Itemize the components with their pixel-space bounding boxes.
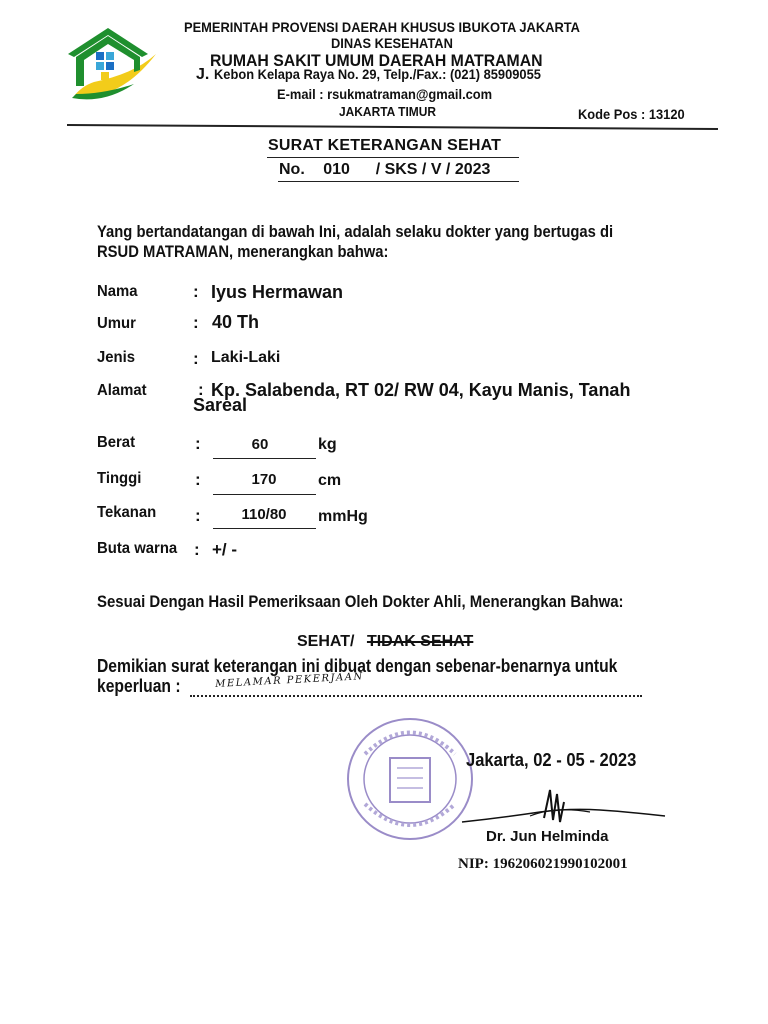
letterhead-address: Kebon Kelapa Raya No. 29, Telp./Fax.: (021) 85909055	[213, 66, 541, 82]
document-number-suffix: / SKS / V / 2023	[375, 161, 491, 178]
field-tinggi-line	[213, 494, 316, 495]
document-number-row	[279, 161, 490, 179]
letterhead-address-row	[196, 66, 569, 84]
field-berat-line	[213, 458, 316, 459]
field-nama-colon: :	[193, 282, 199, 301]
field-jenis-colon: :	[193, 349, 199, 368]
closing-purpose-dotted-line	[190, 695, 642, 697]
letterhead-email: E-mail : rsukmatraman@gmail.com	[277, 86, 493, 102]
field-tekanan-value: 110/80	[241, 506, 287, 523]
handwritten-signature-icon	[460, 782, 670, 832]
number-underline	[278, 181, 519, 182]
intro-line-1: Yang bertandatangan di bawah Ini, adalah selaku dokter yang bertugas di	[97, 222, 614, 241]
field-umur-label: Umur	[97, 315, 136, 332]
field-alamat-colon: :	[198, 380, 204, 399]
field-alamat-value-line1: Kp. Salabenda, RT 02/ RW 04, Kayu Manis, Tanah	[211, 380, 631, 400]
letterhead-hospital-name: RUMAH SAKIT UMUM DAERAH MATRAMAN	[210, 51, 543, 70]
field-tekanan-colon: :	[195, 506, 201, 525]
field-berat-unit: kg	[318, 436, 337, 453]
intro-line-2: RSUD MATRAMAN, menerangkan bahwa:	[97, 242, 389, 261]
document-number-value: 010	[323, 161, 350, 178]
result-status-row	[297, 633, 473, 651]
field-berat-value: 60	[251, 436, 269, 453]
title-underline	[267, 157, 519, 158]
field-buta-warna-label: Buta warna	[97, 540, 178, 557]
result-statement: Sesuai Dengan Hasil Pemeriksaan Oleh Dokter Ahli, Menerangkan Bahwa:	[97, 592, 624, 611]
closing-purpose-label: keperluan :	[97, 676, 181, 696]
field-tinggi-colon: :	[195, 470, 201, 489]
field-tinggi-value: 170	[251, 471, 277, 488]
field-jenis-label: Jenis	[97, 349, 136, 366]
field-buta-warna-value: +/ -	[212, 540, 238, 559]
field-alamat-value-line2: Sareal	[193, 395, 248, 415]
signature-place-date: Jakarta, 02 - 05 - 2023	[466, 750, 637, 770]
result-sehat: SEHAT/	[297, 633, 355, 650]
letterhead-government: PEMERINTAH PROVENSI DAERAH KHUSUS IBUKOTA JAKARTA	[184, 19, 580, 35]
field-umur-colon: :	[193, 313, 199, 332]
field-berat-colon: :	[195, 434, 201, 453]
document-title: SURAT KETERANGAN SEHAT	[268, 137, 502, 154]
field-alamat-label: Alamat	[97, 382, 147, 399]
document-number-label: No.	[279, 161, 305, 178]
field-nama-label: Nama	[97, 283, 138, 300]
field-tinggi-label: Tinggi	[97, 470, 142, 487]
letterhead-address-prefix: J.	[196, 66, 210, 83]
field-umur-value: 40 Th	[212, 312, 260, 332]
result-tidak-sehat: TIDAK SEHAT	[366, 633, 474, 650]
field-tekanan-line	[213, 528, 316, 529]
field-buta-warna-colon: :	[194, 540, 200, 559]
letterhead-postal-code: Kode Pos : 13120	[578, 106, 685, 122]
letterhead-region: JAKARTA TIMUR	[339, 104, 437, 119]
field-nama-value: Iyus Hermawan	[211, 282, 344, 302]
closing-purpose-value: MELAMAR PEKERJAAN	[215, 671, 364, 690]
field-tekanan-label: Tekanan	[97, 504, 157, 521]
closing-line-1: Demikian surat keterangan ini dibuat dengan sebenar-benarnya untuk	[97, 656, 618, 676]
header-divider	[67, 124, 718, 130]
letterhead-department: DINAS KESEHATAN	[331, 35, 453, 51]
field-jenis-value: Laki-Laki	[211, 349, 281, 366]
field-berat-label: Berat	[97, 434, 136, 451]
official-stamp-icon	[345, 716, 475, 842]
hospital-house-logo-icon	[64, 24, 164, 102]
signature-doctor-name: Dr. Jun Helminda	[486, 828, 609, 845]
field-tekanan-unit: mmHg	[318, 508, 368, 525]
field-tinggi-unit: cm	[318, 472, 342, 489]
signature-nip: NIP: 196206021990102001	[458, 856, 628, 872]
